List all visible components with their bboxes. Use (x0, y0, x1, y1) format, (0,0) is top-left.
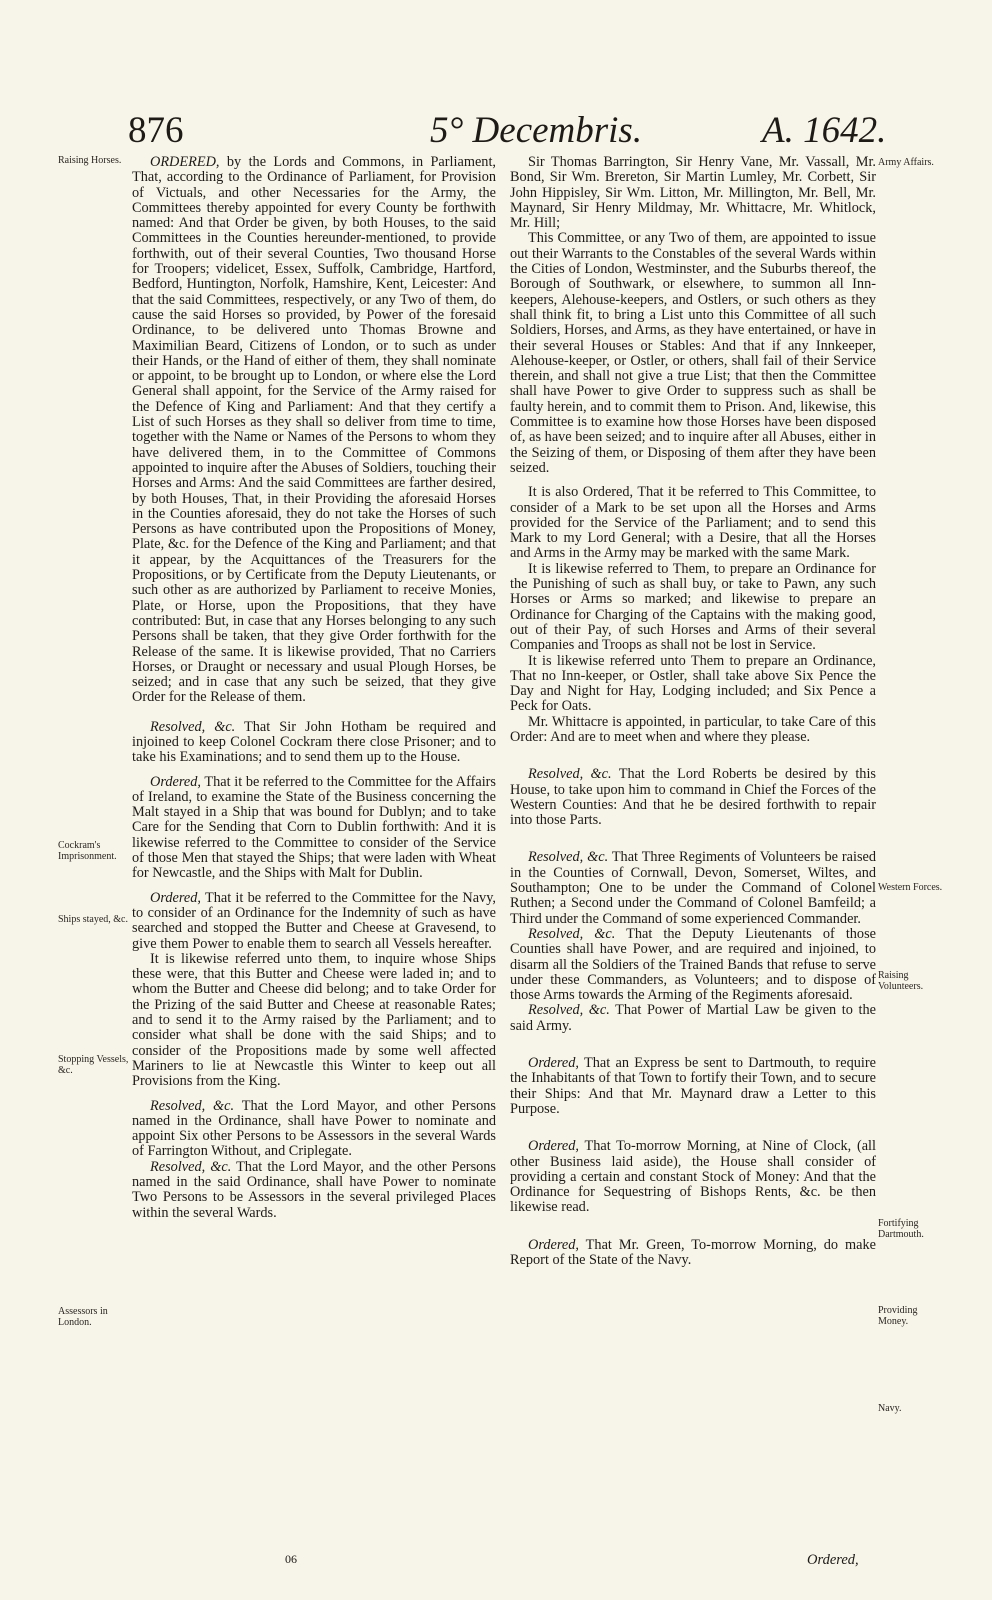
para-text: That Three Regiments of Volunteers be raised in the Counties of Cornwall, Devon, Somerset, Wiltes, and Southampton; One to be under the Command of Colonel Ruthen; a Second under the Command of Colonel Bamfeild; a Third under the Command of some experienced Commander. (510, 849, 877, 927)
margin-note-raising-horses: Raising Horses. (58, 155, 122, 166)
para-lead: Resolved, &c. (150, 718, 236, 735)
right-column (510, 155, 876, 1268)
para-lead: Resolved, &c. (150, 1097, 235, 1114)
referral-inn-prices: It is likewise referred unto Them to prepare an Ordinance, That no Inn-keeper, or Ostler, shall take above Six Pence the Day and Night for Hay, Lodging included; and Six Pence a Peck for Oats. (510, 652, 876, 715)
referral-punishing-ordinance: It is likewise referred to Them, to prepare an Ordinance for the Punishing of such as shall buy, or take to Pawn, any such Horses or Arms so marked; and likewise to prepare an Ordinance for Charging of the Captains with the making good, out of their Pay, of such Horses and Arms of their several Companies and Troops as shall not be lost in Service. (510, 560, 876, 654)
catchword: Ordered, (807, 1552, 859, 1568)
para-text: That the Lord Mayor, and the other Persons named in the said Ordinance, shall have Power to nominate Two Persons to be Assessors in the several privileged Places within the several Wards. (132, 1158, 496, 1221)
para-lead: ORDERED, (150, 154, 220, 170)
margin-note-assessors: Assessors in London. (58, 1306, 108, 1328)
order-ships-stayed (132, 775, 496, 882)
para-lead: Ordered, (528, 1138, 579, 1155)
signature-mark: 06 (285, 1552, 297, 1566)
para-lead: Resolved, &c. (528, 849, 609, 866)
order-horse-mark: It is also Ordered, That it be referred to This Committee, to consider of a Mark to be set upon all the Horses and Arms provided for the Service of the Parliament; and to send this Mark to my Lord General; with a Desire, that all the Horses and Arms in the Army may be marked with the same Mark. (510, 484, 876, 562)
para-lead: Resolved, &c. (150, 1158, 232, 1175)
page-date-heading: 5° Decembris. (430, 110, 643, 151)
order-stopping-vessels (132, 891, 496, 952)
referral-butter-cheese: It is likewise referred unto them, to inquire whose Ships these were, that this Butter and Cheese were laded in; and to whom the Butter and Cheese did belong; and to take Order for the Prizing of the said Butter and Cheese at reasonable Rates; and to send it to the Army raised by the Parliament; and to consider what shall be done with the said Ships; and to consider of the Propositions made by some well affected Mariners to lie at Newcastle this Winter to keep out all Provisions from the King. (132, 950, 496, 1090)
para-lead: Resolved, &c. (528, 1002, 610, 1019)
margin-note-navy: Navy. (878, 1403, 902, 1414)
resolution-western-forces (510, 767, 876, 828)
order-dartmouth (510, 1056, 876, 1117)
resolution-volunteers (510, 850, 876, 926)
margin-note-ships-stayed: Ships stayed, &c. (58, 914, 128, 925)
para-text: That the Lord Mayor, and other Persons named in the Ordinance, shall have Power to nominate and appoint Six other Persons to be Assessors in the several Wards of Farrington Without, and Criplegate. (132, 1097, 496, 1160)
left-column (132, 155, 496, 1221)
para-lead: Ordered, (150, 889, 201, 906)
margin-note-army-affairs: Army Affairs. (878, 157, 934, 168)
para-text: That it be referred to the Committee for the Navy, to consider of an Ordinance for the Indemnity of such as have searched and stopped the Butter and Cheese at Gravesend, to give them Power to enable them to search all Vessels hereafter. (132, 889, 496, 952)
para-text: That Power of Martial Law be given to the said Army. (510, 1002, 876, 1034)
resolution-martial-law (510, 1003, 876, 1034)
whittacre-appointment: Mr. Whittacre is appointed, in particular, to take Care of this Order: And are to meet when and where they please. (510, 713, 876, 745)
margin-note-raising-volunteers: Raising Volunteers. (878, 970, 924, 992)
para-lead: Ordered, (150, 773, 201, 790)
margin-note-providing-money: Providing Money. (878, 1305, 918, 1327)
committee-warrants: This Committee, or any Two of them, are appointed to issue out their Warrants to the Constables of the several Wards within the Cities of London, Westminster, and the Suburbs thereof, the Borough of Southwark, or elsewhere, to summon all Inn-keepers, Alehouse-keepers, and Ostlers, or such others as they shall think fit, to bring a List unto this Committee of all such Soldiers, Horses, and Arms, as they have entertained, or have in their several Houses or Stables: And that if any Innkeeper, Alehouse-keeper, or Ostler, or others, shall fail of their Service therein, and shall not give a true List; that then the Committee shall have Power to give Order to suppress such as shall be faulty herein, and to commit them to Prison. And, likewise, this Committee is to examine how those Horses have been disposed of, as have been seized; and to inquire after all Abuses, either in the Seizing of them, or Disposing of them after they have been seized. (510, 230, 876, 476)
page-number: 876 (128, 110, 184, 151)
order-navy-report (510, 1238, 876, 1269)
para-lead: Resolved, &c. (528, 925, 616, 942)
para-text: by the Lords and Commons, in Parliament, That, according to the Ordinance of Parliament, for Provision of Victuals, and other Necessaries for the Army, the Committees thereby appointed for every County be forthwith named: And that Order be given, by both Houses, to the said Committees in the Counties hereunder-mentioned, to provide forthwith, out of their several Counties, Two thousand Horse for Troopers; videlicet, Essex, Suffolk, Cambridge, Hartford, Bedford, Huntington, Norfolk, Hamshire, Kent, Leicester: And that the said Committees, respectively, or any Two of them, do cause the said Horses so provided, by Power of the foresaid Ordinance, to be delivered unto Thomas Browne and Maximilian Beard, Citizens of London, or to such as under their Hands, or the Hand of either of them, they shall nominate or appoint, to be brought up to London, or where else the Lord General shall appoint, for the Service of the Army raised for the Defence of King and Parliament: And that they certify a List of such Horses as they shall so deliver from time to time, together with the Name or Names of the Persons to whom they have delivered them, in to the Committee of Commons appointed to inquire after the Abuses of Soldiers, touching their Horses and Arms: And the said Committees are farther desired, by both Houses, That, in their Providing the aforesaid Horses in the Counties aforesaid, they do not take the Horses of such Persons as have contributed upon the Propositions of Money, Plate, &c. for the Defence of the King and Parliament; and that it appear, by the Acquittances of the Treasurers for the Propositions, or by Certificate from the Deputy Lieutenants, or such other as are authorized by Parliament to receive Monies, Plate, or Horse, upon the Propositions, that they have contributed: But, in case that any Horses belonging to any such Persons shall be taken, that they give Order forthwith for the Release of the same. It is likewise provided, That no Carriers Horses, or Draught or necessary and usual Plough Horses, be seized; and in case that any such be seized, that they give Order for the Release of them. (132, 154, 496, 706)
para-lead: Ordered, (528, 1236, 579, 1253)
resolution-assessors-privileged (132, 1160, 496, 1221)
margin-note-cockram: Cockram's Imprisonment. (58, 840, 117, 862)
resolution-assessors-wards (132, 1099, 496, 1160)
resolution-disarm (510, 927, 876, 1003)
para-text: That an Express be sent to Dartmouth, to require the Inhabitants of that Town to fortify their Town, and to secure their Ships: And that Mr. Maynard draw a Letter to this Purpose. (510, 1055, 876, 1117)
resolution-cockram (132, 720, 496, 766)
para-text: That the Lord Roberts be desired by this House, to take upon him to command in Chief the Forces of the Western Counties: And that he be desired forthwith to repair into those Parts. (510, 766, 876, 829)
committee-members: Sir Thomas Barrington, Sir Henry Vane, Mr. Vassall, Mr. Bond, Sir Wm. Brereton, Sir Martin Lumley, Mr. Corbett, Sir John Hippisley, Sir Wm. Litton, Mr. Millington, Mr. Bell, Mr. Maynard, Sir Henry Mildmay, Mr. Whittacre, Mr. Whitlock, Mr. Hill; (510, 154, 876, 232)
page-header (0, 108, 992, 158)
para-text: That the Deputy Lieutenants of those Counties shall have Power, and are required and injoined, to disarm all the Soldiers of the Trained Bands that refuse to serve under these Commanders, as Volunteers; and to dispose of those Arms towards the Arming of the Regiments aforesaid. (510, 925, 876, 1004)
page-year: A. 1642. (762, 110, 887, 151)
order-providing-money (510, 1139, 876, 1215)
para-text: That Sir John Hotham be required and injoined to keep Colonel Cockram there close Prisoner; and to take his Examinations; and to send them up to the House. (132, 718, 497, 766)
para-text: That it be referred to the Committee for the Affairs of Ireland, to examine the State of the Business concerning the Malt stayed in a Ship that was bound for Dublyn; and to take Care for the Sending that Corn to Dublin forthwith: And it is likewise referred to the Committee to consider of the Service of those Men that stayed the Ships; that were laden with Wheat for Newcastle, and the Ships with Malt for Dublin. (132, 773, 496, 882)
para-lead: Resolved, &c. (528, 766, 612, 783)
margin-note-stopping-vessels: Stopping Vessels, &c. (58, 1054, 129, 1076)
margin-note-fortifying: Fortifying Dartmouth. (878, 1218, 924, 1240)
order-raising-horses (132, 155, 496, 706)
para-text: That To-morrow Morning, at Nine of Clock, (all other Business laid aside), the House shall consider of providing a certain and constant Stock of Money: And that the Ordinance for Sequestring of Bishops Rents, &c. be then likewise read. (510, 1138, 876, 1216)
para-text: That Mr. Green, To-morrow Morning, do make Report of the State of the Navy. (510, 1236, 876, 1268)
para-lead: Ordered, (528, 1055, 579, 1072)
margin-note-western-forces: Western Forces. (878, 882, 943, 893)
